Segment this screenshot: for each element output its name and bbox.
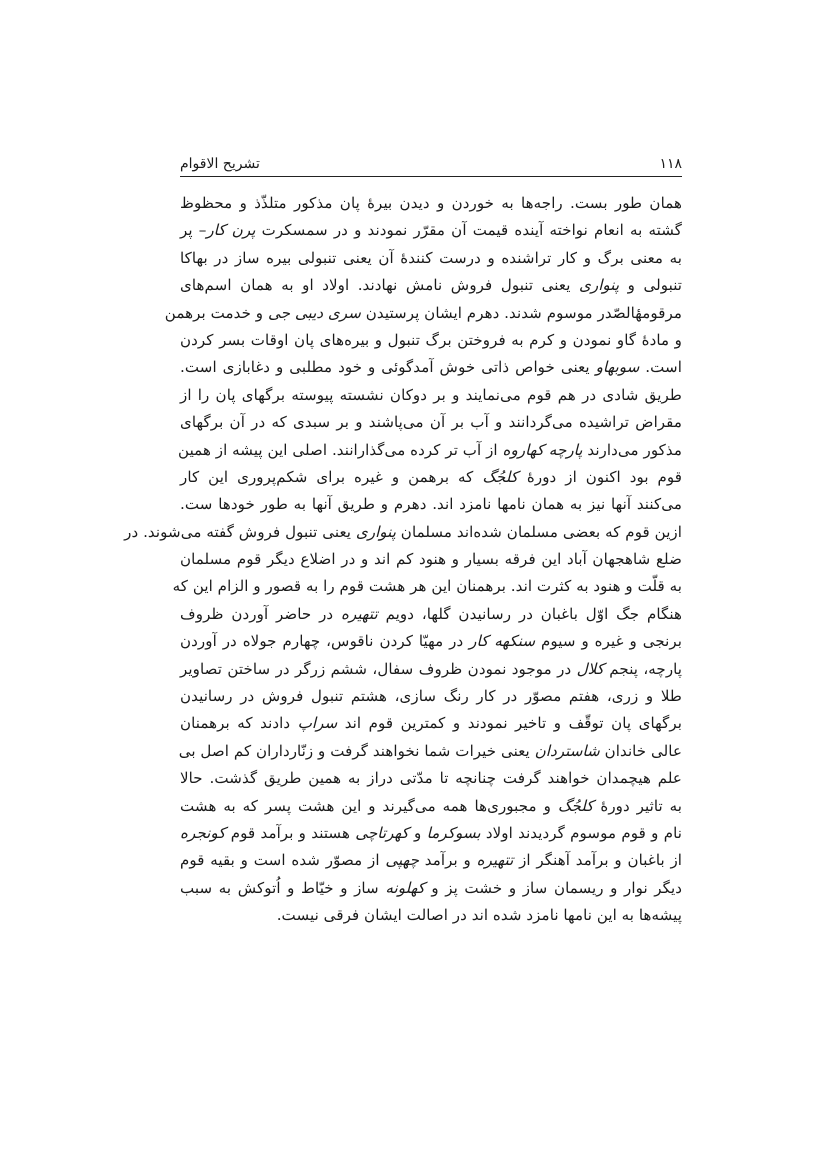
text-run: در موجود نمودن ظروف سفال، ششم زرگر در ساختن تصاویر [180,659,577,678]
text-line [180,409,682,436]
italic-term: پارچه کهاروه [502,440,583,459]
text-line [180,217,682,244]
text-run: از آب تر کرده می‌گذارانند. اصلی این پیشه از همین [178,440,503,459]
book-title: تشریح الاقوام [180,156,260,172]
italic-term: سوبهاو [595,358,640,377]
text-run: یعنی خیرات شما نخواهند گرفت و زنّارداران کم اصل بی [178,741,535,760]
text-run: است. [639,358,682,377]
text-run: و مجبوری‌ها همه می‌گیرند و این هشت پسر که به هشت [180,796,558,815]
text-line [180,656,682,683]
text-line [180,437,682,464]
text-run: در حاضر آوردن ظروف [180,604,342,623]
italic-term: بسوکرما [426,823,481,842]
text-line [180,738,682,765]
italic-term: سراپ [297,714,338,733]
italic-term: تتهیره [476,851,514,870]
text-run: و مادهٔ گاو نمودن و کرم به فروختن برگ تنبول و بیره‌های پان اوقات بسر کردن [180,330,682,349]
text-run: از مصوّر شده است و بقیه قوم [180,851,386,870]
italic-term: سنکهه کار [469,632,536,651]
page-number: ۱۱۸ [659,156,682,172]
text-run: ساز و خیّاط و اُتوکش به سبب [180,878,386,897]
text-line [180,875,682,902]
text-line [180,683,682,710]
text-run: گشته به انعام نواخته آینده قیمت آن مقرّر نمودند و در سمسکرت [255,221,682,240]
body-paragraph [124,190,683,930]
text-run: و خدمت برهمن [164,303,268,322]
text-line [180,847,682,874]
italic-term: چهپی [385,851,420,870]
text-line [180,491,682,518]
text-line [180,793,682,820]
text-run: دادند که برهمنان [180,714,298,733]
text-run: به تاثیر دورهٔ [593,796,682,815]
italic-term: پنواری [355,522,396,541]
text-line [180,354,682,381]
text-line [180,820,682,847]
text-run: می‌کنند آنها نیز به همان نامها نامزد اند. دهرم و طریق آنها به طور خودها ست. [180,495,682,514]
text-run: مقراض تراشیده می‌گردانند و آب بر آن می‌پاشند و بر سبدی که در آن برگهای [180,413,682,432]
text-run: ازین قوم که بعضی مسلمان شده‌اند مسلمان [395,522,682,541]
text-run: ضلع شاهجهان آباد این فرقه بسیار و هنود کم اند و در اضلاع دیگر قوم مسلمان [180,550,682,569]
text-run: برگهای پان توقّف و تاخیر نمودند و کمترین قوم اند [337,714,682,733]
text-run: علم هیچمدان خواهند گرفت چنانچه تا مدّتی دراز به همین طریق گذشت. حالا [180,769,682,788]
text-run: یعنی تنبول فروش گفته می‌شوند. در [124,522,356,541]
italic-term: کلجُگ [482,467,518,486]
italic-term: سری دیبی جی [267,303,361,322]
italic-term: کلجُگ [557,796,594,815]
text-run: به معنی برگ و کار تراشنده و درست کنندهٔ آن یعنی تنبولی بیره ساز در بهاکا [180,248,682,267]
text-run: که برهمن و غیره برای شکم‌پروری این کار [180,467,483,486]
text-run: پارچه، پنجم [603,659,683,678]
text-run: برنجی و غیره و سیوم [535,632,682,651]
text-line [180,245,682,272]
text-run: یعنی خواص ذاتی خوش آمدگوئی و خود مطلبی و دغابازی است. [180,358,596,377]
italic-term: تتهیره [341,604,378,623]
text-run: هستند و برآمد قوم [225,823,356,842]
text-run: قوم بود اکنون از دورهٔ [517,467,682,486]
italic-term: کونجره [180,823,226,842]
text-line [180,464,682,491]
text-run: هنگام جگ اوّل باغبان در رسانیدن گلها، دویم [377,604,682,623]
text-line [180,190,682,217]
text-run: و برآمد [419,851,477,870]
text-line [172,573,682,600]
text-run: دیگر نوار و ریسمان ساز و خشت پز و [424,878,682,897]
text-run: مذکور می‌دارند [582,440,682,459]
text-run: مرقومهٔالصّدر موسوم شدند. دهرم ایشان پرستیدن [360,303,682,322]
text-run: تنبولی و [619,276,683,295]
header-rule [180,176,682,177]
text-line [164,300,682,327]
text-run: و [408,823,427,842]
text-run: به قلّت و هنود به کثرت اند. برهمنان این هر هشت قوم را به قصور و الزام این که [172,577,682,596]
italic-term: پرن کار [206,221,256,240]
text-line [180,902,682,929]
text-run: عالی خاندان [599,741,682,760]
italic-term: کلال [576,659,604,678]
italic-term: کهرتاچی [355,823,409,842]
text-run: نام و قوم موسوم گردیدند اولاد [480,823,682,842]
text-run: طلا و زری، هفتم مصوّر در کار رنگ سازی، هشتم تنبول فروش در رسانیدن [180,687,682,706]
text-run: – پر [180,221,207,240]
text-run: پیشه‌ها به این نامها نامزد شده اند در اصالت ایشان فرقی نیست. [276,906,682,925]
text-line [180,765,682,792]
text-line [180,628,682,655]
text-run: از باغبان و برآمد آهنگر از [513,851,682,870]
italic-term: شاستردان [534,741,600,760]
italic-term: کهلونه [385,878,425,897]
text-line [180,710,682,737]
running-header [180,150,682,172]
text-line [180,546,682,573]
text-run: طریق شادی در هم قوم می‌نمایند و بر دوکان نشسته پیوسته برگهای پان را از [180,385,682,404]
text-line [180,382,682,409]
text-line [124,519,682,546]
text-run: یعنی تنبول فروش نامش نهادند. اولاد او به همان اسم‌های [180,276,579,295]
text-run: در مهیّا کردن ناقوس، چهارم جولاه در آوردن [180,632,470,651]
text-run: همان طور بست. راجه‌ها به خوردن و دیدن بیرهٔ پان مذکور متلذّذ و محظوظ [180,194,682,212]
text-line [180,601,682,628]
text-line [180,272,682,299]
italic-term: پنواری [578,276,620,295]
text-line [180,327,682,354]
